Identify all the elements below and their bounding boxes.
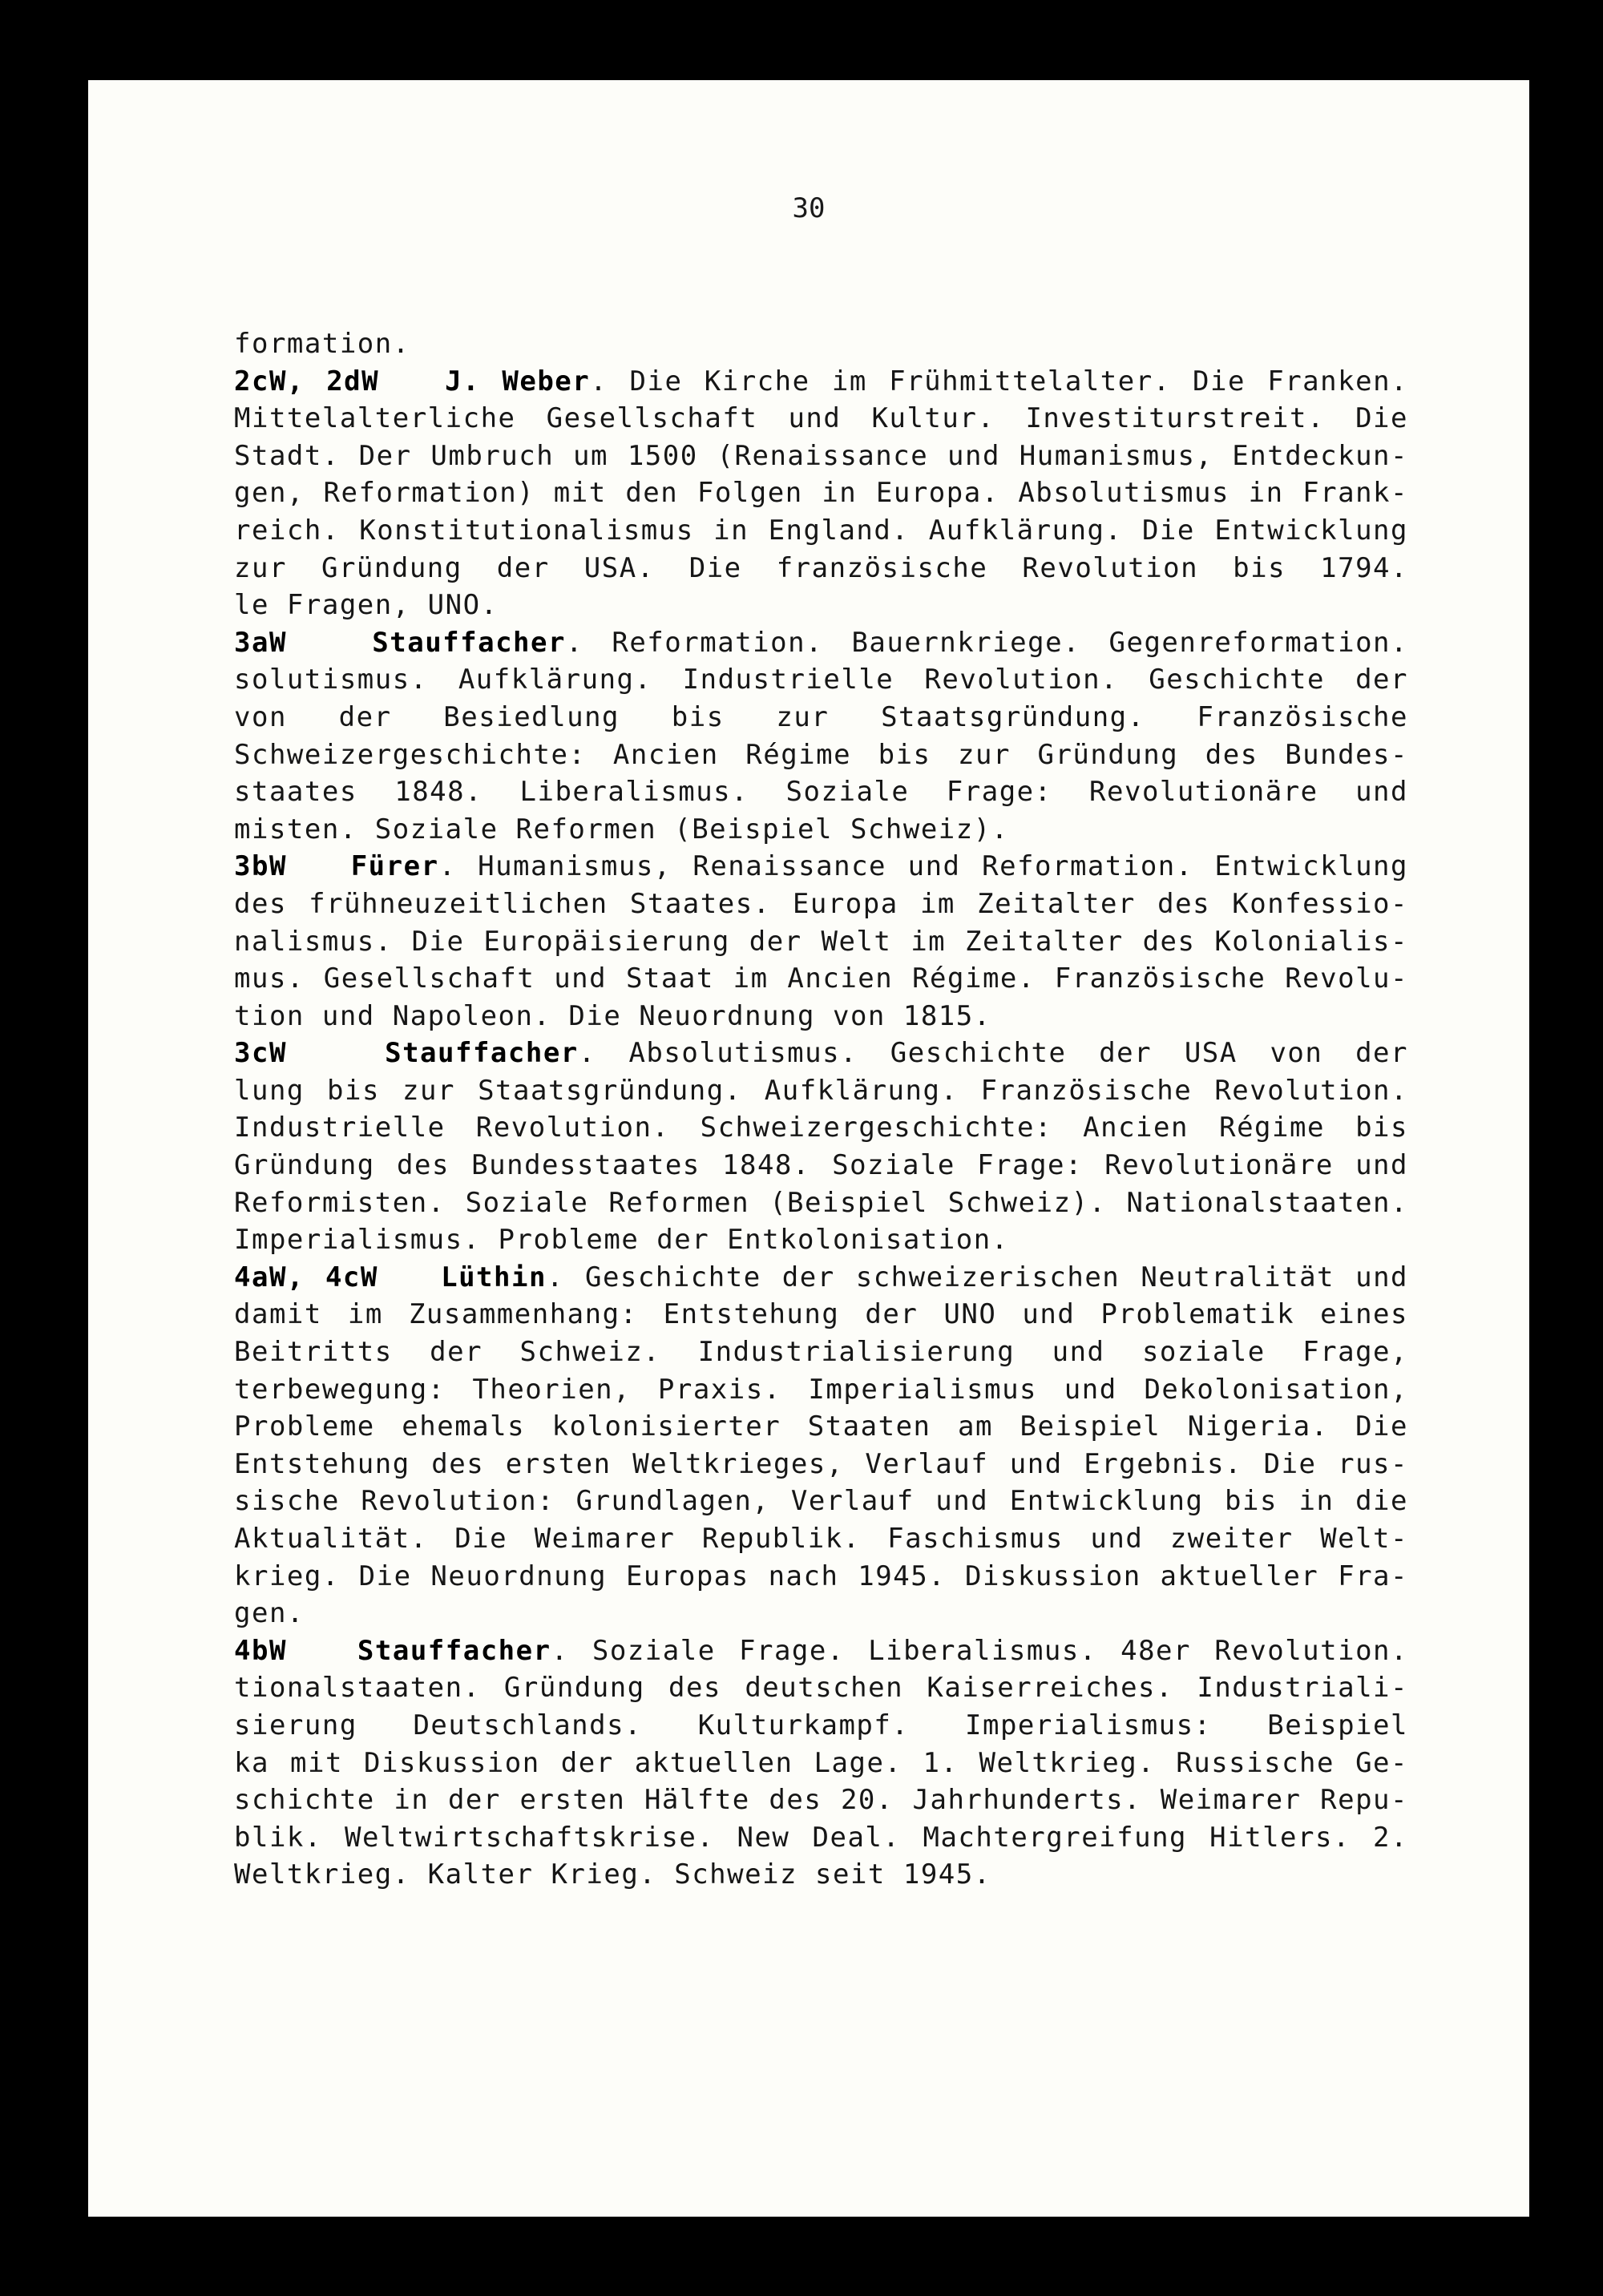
class-code: 2cW, 2dW: [234, 365, 380, 397]
text-line: tionalstaaten. Gründung des deutschen Kaiserreiches. Industriali-: [234, 1672, 1408, 1705]
text-line: Industrielle Revolution. Schweizergeschichte: Ancien Régime bis: [234, 1112, 1408, 1144]
text-line: schichte in der ersten Hälfte des 20. Jahrhunderts. Weimarer Repu-: [234, 1784, 1408, 1817]
text-line: sische Revolution: Grundlagen, Verlauf und Entwicklung bis in die: [234, 1485, 1408, 1518]
entry-first-line: [234, 624, 1408, 662]
document-body: [234, 325, 1408, 1894]
topic-text: . Reformation. Bauernkriege. Gegenreformation.: [565, 626, 1408, 659]
text-line: le Fragen, UNO.: [234, 589, 499, 622]
teacher-name: Stauffacher: [372, 626, 566, 659]
text-line: gen.: [234, 1597, 305, 1630]
document-page: [88, 80, 1529, 2217]
class-code: 3bW: [234, 850, 287, 883]
topic-text: . Soziale Frage. Liberalismus. 48er Revolution.: [551, 1634, 1408, 1667]
text-line: tion und Napoleon. Die Neuordnung von 1815.: [234, 999, 991, 1032]
text-line: lung bis zur Staatsgründung. Aufklärung. Französische Revolution.: [234, 1074, 1408, 1107]
text-line: Imperialismus. Probleme der Entkolonisation.: [234, 1224, 1009, 1257]
page-number: 30: [792, 192, 826, 224]
text-line: Beitritts der Schweiz. Industrialisierung und soziale Frage,: [234, 1336, 1408, 1369]
class-code: 3cW: [234, 1037, 287, 1070]
text-line: Reformisten. Soziale Reformen (Beispiel Schweiz). Nationalstaaten.: [234, 1186, 1408, 1219]
entry-first-line: [234, 848, 1408, 886]
text-line: sierung Deutschlands. Kulturkampf. Imperialismus: Beispiel: [234, 1709, 1408, 1741]
text-line: Mittelalterliche Gesellschaft und Kultur. Investiturstreit. Die: [234, 402, 1408, 435]
text-line: blik. Weltwirtschaftskrise. New Deal. Machtergreifung Hitlers. 2.: [234, 1821, 1408, 1854]
text-line: misten. Soziale Reformen (Beispiel Schweiz).: [234, 813, 1009, 845]
text-line: gen, Reformation) mit den Folgen in Europa. Absolutismus in Frank-: [234, 477, 1408, 510]
teacher-name: Fürer: [350, 850, 439, 883]
topic-text: . Absolutismus. Geschichte der USA von der: [578, 1037, 1408, 1070]
class-code: 4aW, 4cW: [234, 1261, 378, 1293]
teacher-name: Stauffacher: [357, 1634, 551, 1667]
text-line: nalismus. Die Europäisierung der Welt im Zeitalter des Kolonialis-: [234, 925, 1408, 958]
text-line: Probleme ehemals kolonisierter Staaten am Beispiel Nigeria. Die: [234, 1410, 1408, 1443]
text-line: krieg. Die Neuordnung Europas nach 1945. Diskussion aktueller Fra-: [234, 1560, 1408, 1592]
text-line: Stadt. Der Umbruch um 1500 (Renaissance und Humanismus, Entdeckun-: [234, 439, 1408, 472]
text-line: formation.: [234, 328, 410, 360]
topic-text: . Humanismus, Renaissance und Reformation. Entwicklung: [438, 850, 1408, 883]
text-line: ka mit Diskussion der aktuellen Lage. 1. Weltkrieg. Russische Ge-: [234, 1746, 1408, 1779]
text-line: Aktualität. Die Weimarer Republik. Faschismus und zweiter Welt-: [234, 1523, 1408, 1555]
entry-first-line: [234, 1259, 1408, 1297]
text-line: von der Besiedlung bis zur Staatsgründung. Französische: [234, 700, 1408, 733]
entry-first-line: [234, 1632, 1408, 1670]
text-line: reich. Konstitutionalismus in England. Aufklärung. Die Entwicklung: [234, 514, 1408, 547]
text-line: staates 1848. Liberalismus. Soziale Frage: Revolutionäre und: [234, 776, 1408, 809]
class-code: 3aW: [234, 626, 287, 659]
class-code: 4bW: [234, 1634, 287, 1667]
text-line: terbewegung: Theorien, Praxis. Imperialismus und Dekolonisation,: [234, 1373, 1408, 1406]
text-line: Entstehung des ersten Weltkrieges, Verlauf und Ergebnis. Die rus-: [234, 1447, 1408, 1480]
text-line: damit im Zusammenhang: Entstehung der UNO und Problematik eines: [234, 1298, 1408, 1331]
text-line: zur Gründung der USA. Die französische Revolution bis 1794.: [234, 551, 1408, 584]
text-line: des frühneuzeitlichen Staates. Europa im Zeitalter des Konfessio-: [234, 887, 1408, 920]
text-line: Gründung des Bundesstaates 1848. Soziale Frage: Revolutionäre und: [234, 1149, 1408, 1182]
text-line: Weltkrieg. Kalter Krieg. Schweiz seit 1945.: [234, 1858, 991, 1891]
entry-first-line: [234, 363, 1408, 401]
text-line: Schweizergeschichte: Ancien Régime bis zur Gründung des Bundes-: [234, 738, 1408, 771]
topic-text: . Die Kirche im Frühmittelalter. Die Franken.: [590, 365, 1408, 397]
teacher-name: Lüthin: [441, 1261, 547, 1293]
entry-first-line: [234, 1035, 1408, 1072]
teacher-name: Stauffacher: [385, 1037, 579, 1070]
text-line: solutismus. Aufklärung. Industrielle Revolution. Geschichte der: [234, 664, 1408, 696]
teacher-name: J. Weber: [445, 365, 591, 397]
topic-text: . Geschichte der schweizerischen Neutralität und: [546, 1261, 1408, 1293]
text-line: mus. Gesellschaft und Staat im Ancien Régime. Französische Revolu-: [234, 962, 1408, 995]
